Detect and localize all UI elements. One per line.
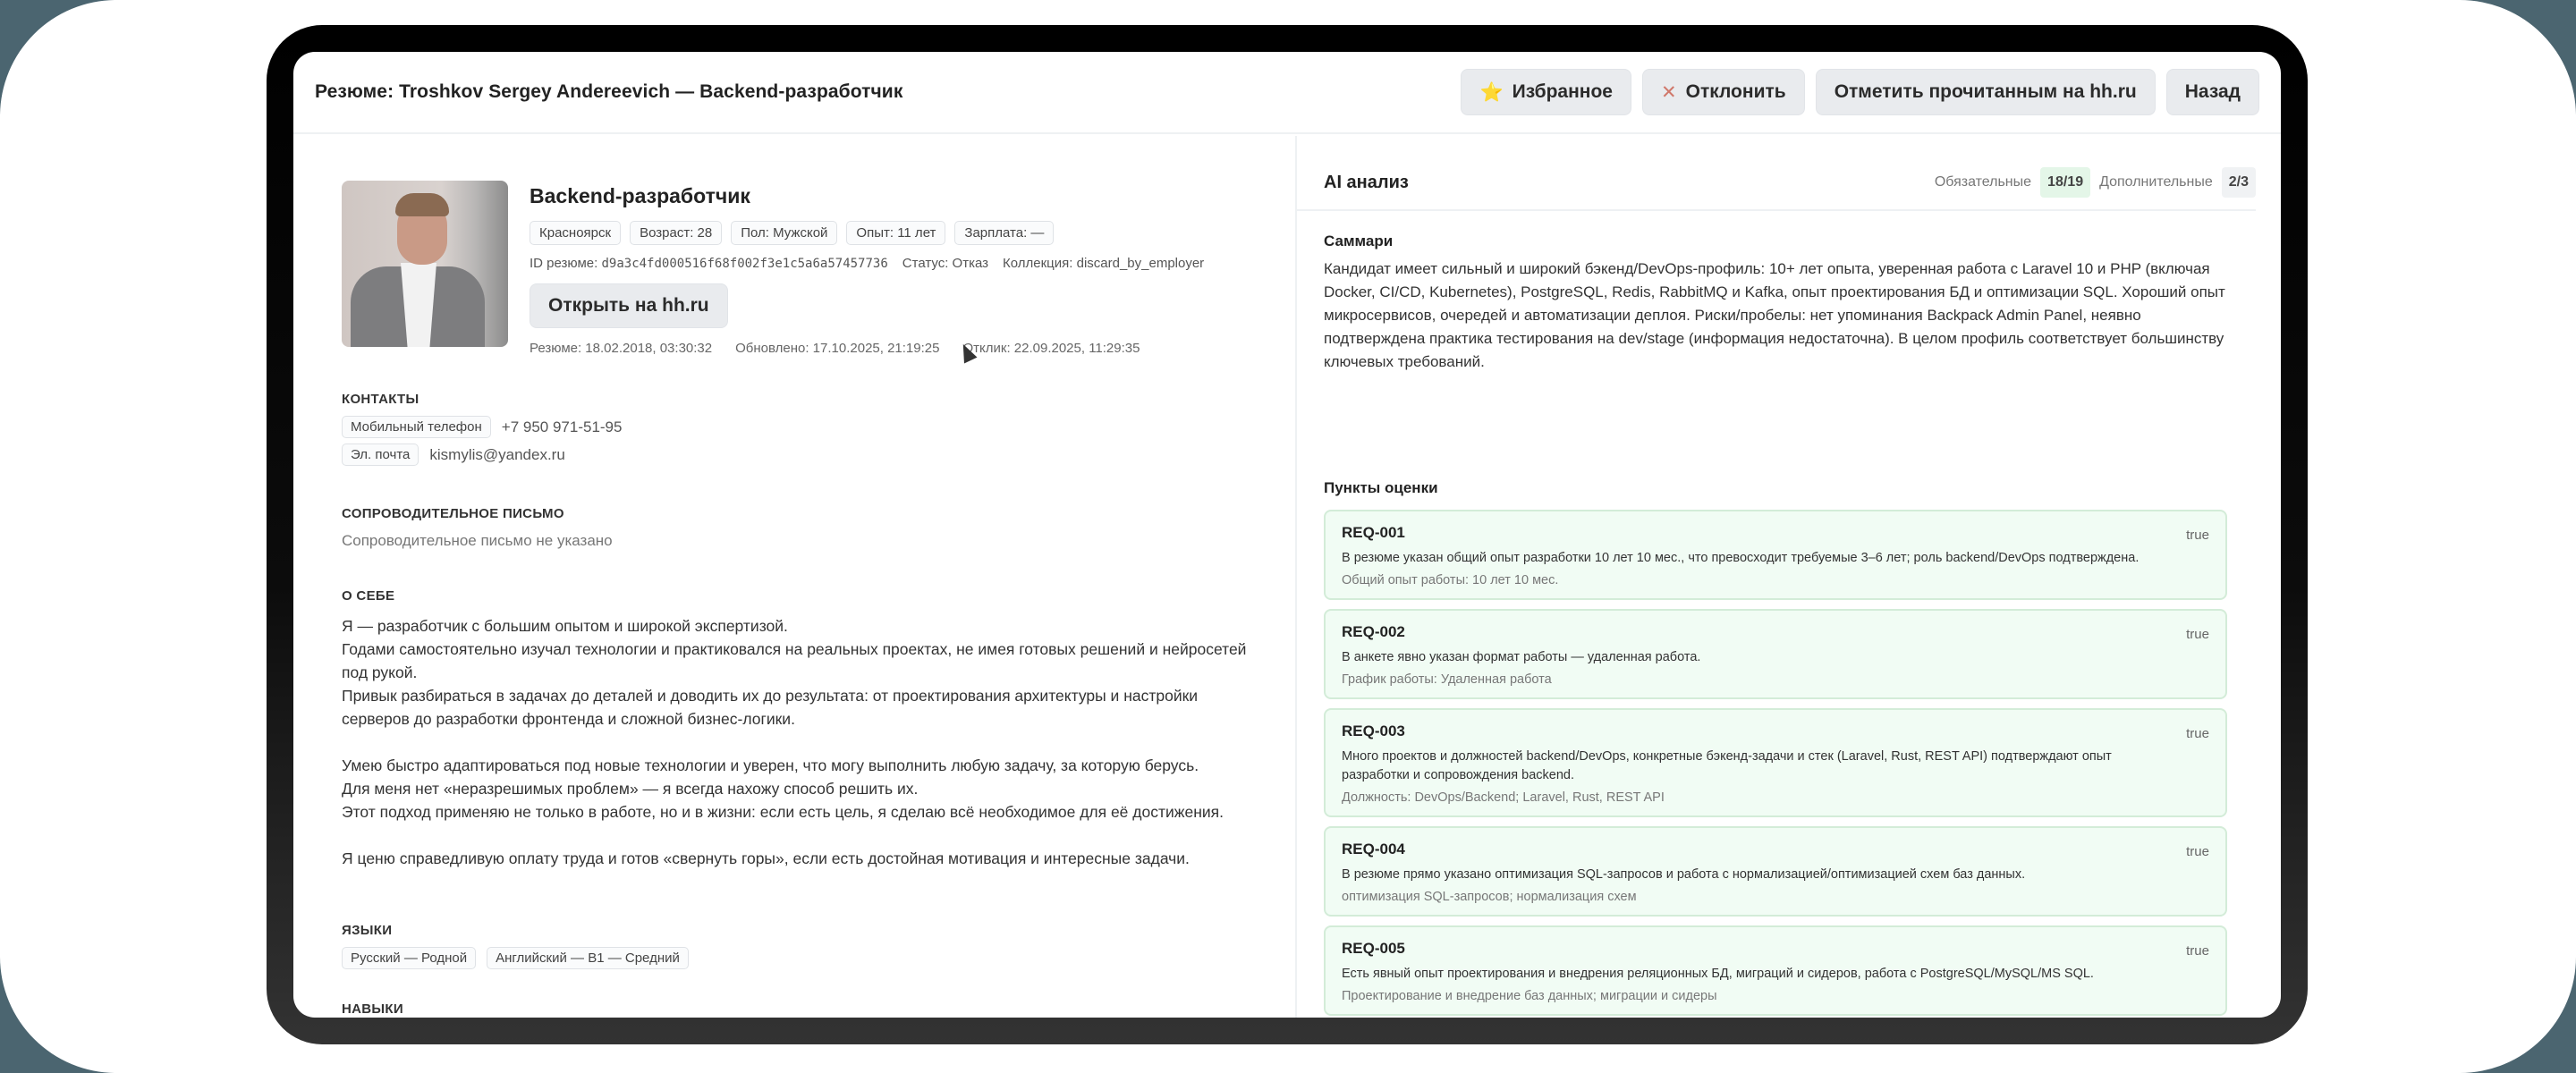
requirement-evidence: Должность: DevOps/Backend; Laravel, Rust, REST API — [1342, 790, 1665, 805]
requirement-result: true — [2186, 943, 2209, 959]
summary-text: Кандидат имеет сильный и широкий бэкенд/DevOps-профиль: 10+ лет опыта, уверенная работа с Laravel 10 и PHP (включая Docker, CI/CD, Kubernetes), PostgreSQL, Redis, RabbitMQ и Kafka, опыт проектирования БД и оптимизации SQL. Хороший опыт микросервисов, очередей и автоматизации деплоя. Риски/пробелы: нет упоминания Backpack Admin Panel, неявно подтверждена практика тестирования на dev/stage (информация недостаточна). В целом профиль соответствует большинству ключевых требований. — [1324, 260, 2225, 370]
date-response: Отклик: 22.09.2025, 11:29:35 — [962, 341, 1140, 356]
optional-score: 2/3 — [2222, 167, 2256, 198]
requirement-evidence: График работы: Удаленная работа — [1342, 672, 1552, 687]
about-spacer — [342, 731, 1268, 754]
resume-collection: Коллекция: discard_by_employer — [1003, 256, 1205, 271]
requirement-id: REQ-002 — [1342, 623, 1405, 640]
about-section — [342, 588, 1268, 870]
about-line: Для меня нет «неразрешимых проблем» — я всегда нахожу способ решить их. — [342, 780, 919, 798]
profile-chips — [530, 221, 1272, 245]
requirement-card — [1324, 609, 2227, 699]
optional-label: Дополнительные — [2099, 174, 2213, 190]
required-label: Обязательные — [1934, 174, 2032, 190]
ai-scores — [1935, 167, 2256, 198]
about-line: Умею быстро адаптироваться под новые технологии и уверен, что могу выполнить любую задачу, за которую берусь. — [342, 756, 1199, 774]
requirement-description: Много проектов и должностей backend/DevOps, конкретные бэкенд-задачи и стек (Laravel, Rust, REST API) подтверждают опыт разработки и сопровождения backend. — [1342, 749, 2112, 782]
phone-value[interactable]: +7 950 971-51-95 — [501, 418, 623, 435]
requirement-evidence: оптимизация SQL-запросов; нормализация схем — [1342, 890, 1637, 904]
languages-row — [342, 947, 1268, 969]
reject-button-label: Отклонить — [1685, 81, 1786, 102]
favorite-button-label: Избранное — [1512, 81, 1613, 102]
cover-letter-text: Сопроводительное письмо не указано — [342, 532, 613, 549]
candidate-role: Backend-разработчик — [530, 184, 750, 207]
candidate-photo — [342, 181, 508, 347]
favorite-button[interactable] — [1461, 69, 1631, 115]
star-icon: ⭐ — [1479, 81, 1504, 103]
evaluation-heading: Пункты оценки — [1324, 479, 1438, 496]
requirement-id: REQ-003 — [1342, 722, 1405, 739]
contacts-heading: КОНТАКТЫ — [342, 392, 419, 407]
top-bar — [293, 52, 2281, 134]
email-value[interactable]: kismylis@yandex.ru — [429, 445, 565, 463]
requirement-card — [1324, 708, 2227, 817]
requirement-description: В резюме прямо указано оптимизация SQL-запросов и работа с нормализацией/оптимизацией схем баз данных. — [1342, 867, 2026, 882]
requirement-description: В резюме указан общий опыт разработки 10 лет 10 мес., что превосходит требуемые 3–6 лет; роль backend/DevOps подтверждена. — [1342, 551, 2140, 565]
requirements-list — [1324, 510, 2227, 1016]
ai-title: AI анализ — [1324, 172, 1409, 192]
chip-city: Красноярск — [530, 221, 621, 245]
resume-id-label: ID резюме: — [530, 256, 598, 271]
page-title: Резюме: Troshkov Sergey Andereevich — Backend-разработчик — [315, 81, 903, 102]
about-line: Я — разработчик с большим опытом и широкой экспертизой. — [342, 617, 788, 635]
cover-letter-section — [342, 506, 1268, 550]
chip-salary: Зарплата: — — [954, 221, 1054, 245]
date-resume: Резюме: 18.02.2018, 03:30:32 — [530, 341, 713, 356]
summary-heading: Саммари — [1324, 232, 1394, 249]
back-button-label: Назад — [2184, 81, 2241, 102]
chip-gender: Пол: Мужской — [731, 221, 837, 245]
cross-icon: ✕ — [1661, 81, 1677, 103]
mark-read-button-label: Отметить прочитанным на hh.ru — [1834, 81, 2137, 102]
about-line: Годами самостоятельно изучал технологии и практиковался на реальных проектах, не имея готовых решений и нейросетей под рукой. — [342, 640, 1247, 681]
requirement-id: REQ-004 — [1342, 841, 1405, 858]
phone-label: Мобильный телефон — [342, 416, 491, 438]
about-spacer — [342, 824, 1268, 847]
resume-id-value: d9a3c4fd000516f68f002f3e1c5a6a57457736 — [601, 257, 888, 271]
language-chip: Русский — Родной — [342, 947, 476, 969]
about-line: Этот подход применяю не только в работе, но и в жизни: если есть цель, я сделаю всё необходимое для её достижения. — [342, 803, 1224, 821]
photo-hair-shape — [395, 193, 449, 216]
requirement-result: true — [2186, 844, 2209, 859]
requirement-id: REQ-005 — [1342, 940, 1405, 957]
requirement-result: true — [2186, 528, 2209, 543]
about-text — [342, 614, 1268, 870]
chip-age: Возраст: 28 — [630, 221, 722, 245]
resume-id — [530, 256, 888, 271]
language-chip: Английский — B1 — Средний — [487, 947, 689, 969]
header-actions — [1461, 69, 2259, 115]
reject-button[interactable] — [1642, 69, 1805, 115]
requirement-result: true — [2186, 627, 2209, 642]
contacts-section — [342, 392, 1268, 466]
about-line: Привык разбираться в задачах до деталей и доводить их до результата: от проектирования архитектуры и настройки серверов до разработки фронтенда и сложной бизнес-логики. — [342, 687, 1199, 728]
languages-heading: ЯЗЫКИ — [342, 923, 393, 938]
email-label: Эл. почта — [342, 444, 419, 466]
requirement-description: В анкете явно указан формат работы — удаленная работа. — [1342, 650, 1701, 664]
about-heading: О СЕБЕ — [342, 588, 395, 604]
skills-heading: НАВЫКИ — [342, 1001, 403, 1017]
requirement-card — [1324, 510, 2227, 600]
requirement-id: REQ-001 — [1342, 524, 1405, 541]
profile-info — [530, 181, 1272, 356]
requirement-card — [1324, 826, 2227, 917]
requirement-result: true — [2186, 726, 2209, 741]
back-button[interactable] — [2166, 69, 2259, 115]
requirement-evidence: Общий опыт работы: 10 лет 10 мес. — [1342, 573, 1559, 587]
chip-experience: Опыт: 11 лет — [846, 221, 945, 245]
requirement-description: Есть явный опыт проектирования и внедрения реляционных БД, миграций и сидеров, работа с PostgreSQL/MySQL/MS SQL. — [1342, 967, 2094, 981]
date-updated: Обновлено: 17.10.2025, 21:19:25 — [735, 341, 940, 356]
app-window — [293, 52, 2281, 1018]
ai-summary — [1324, 232, 2236, 374]
resume-status: Статус: Отказ — [902, 256, 989, 271]
requirement-evidence: Проектирование и внедрение баз данных; миграции и сидеры — [1342, 989, 1717, 1003]
mark-read-button[interactable] — [1816, 69, 2156, 115]
open-on-hh-button[interactable]: Открыть на hh.ru — [530, 283, 728, 328]
requirement-card — [1324, 925, 2227, 1016]
required-score: 18/19 — [2040, 167, 2090, 198]
resume-dates — [530, 341, 1272, 356]
profile-card — [342, 181, 1272, 359]
contact-email-row — [342, 444, 1268, 466]
skills-section — [342, 1001, 1268, 1017]
cover-letter-heading: СОПРОВОДИТЕЛЬНОЕ ПИСЬМО — [342, 506, 564, 521]
ai-analysis-panel — [1297, 136, 2281, 1018]
resume-panel — [293, 136, 1295, 1018]
about-line: Я ценю справедливую оплату труда и готов «свернуть горы», если есть достойная мотивация и интересные задачи. — [342, 849, 1190, 867]
ai-header — [1297, 156, 2256, 211]
languages-section — [342, 923, 1268, 969]
contact-phone-row — [342, 416, 1268, 438]
resume-meta — [530, 256, 1272, 271]
